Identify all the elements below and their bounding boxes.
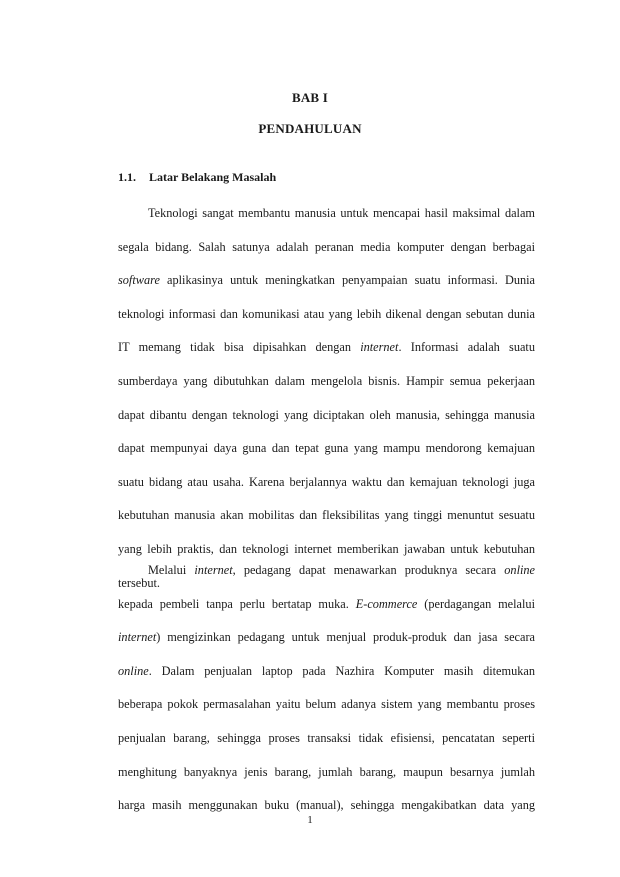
- text-line: [118, 306, 535, 340]
- text-segment: menghitung banyaknya jenis barang, jumlah barang, maupun besarnya jumlah: [118, 764, 535, 779]
- chapter-number: BAB I: [291, 90, 329, 105]
- text-line: [118, 507, 535, 541]
- text-line: [118, 474, 535, 508]
- text-segment: yang lebih praktis, dan teknologi internet memberikan jawaban untuk kebutuhan: [118, 541, 535, 556]
- text-line: [118, 562, 535, 596]
- text-segment: (perdagangan melalui: [417, 596, 535, 611]
- italic-term: online: [504, 563, 536, 577]
- text-segment: sumberdaya yang dibutuhkan dalam mengelola bisnis. Hampir semua pekerjaan: [118, 373, 535, 388]
- italic-term: internet: [118, 630, 157, 645]
- italic-term: internet: [360, 340, 399, 355]
- text-segment: dapat mempunyai daya guna dan tepat guna yang mampu mendorong kemajuan: [118, 441, 535, 456]
- text-segment: beberapa pokok permasalahan yaitu belum adanya sistem yang membantu proses: [118, 697, 535, 712]
- text-line: [118, 596, 535, 630]
- text-line: [118, 730, 535, 764]
- text-line: [118, 663, 535, 697]
- text-line: [118, 205, 535, 239]
- text-line: [118, 629, 535, 663]
- section-heading: [118, 170, 276, 185]
- page-number: 1: [307, 814, 313, 826]
- text-segment: IT memang tidak bisa dipisahkan dengan: [118, 340, 361, 355]
- text-line: [118, 373, 535, 407]
- text-line: [118, 272, 535, 306]
- text-segment: tersebut.: [118, 575, 161, 590]
- italic-term: online: [118, 663, 149, 678]
- italic-term: E-commerce: [355, 596, 418, 611]
- text-segment: Teknologi sangat membantu manusia untuk mencapai hasil maksimal dalam: [148, 206, 535, 220]
- text-line: [118, 696, 535, 730]
- text-segment: segala bidang. Salah satunya adalah peranan media komputer dengan berbagai: [118, 239, 535, 254]
- text-segment: . Dalam penjualan laptop pada Nazhira Komputer masih ditemukan: [148, 663, 535, 678]
- text-line: [118, 407, 535, 441]
- text-segment: suatu bidang atau usaha. Karena berjalannya waktu dan kemajuan teknologi juga: [118, 474, 535, 489]
- text-line: [118, 239, 535, 273]
- italic-term: internet: [194, 563, 233, 577]
- text-segment: kebutuhan manusia akan mobilitas dan fleksibilitas yang tinggi menuntut sesuatu: [118, 508, 535, 523]
- text-line: [118, 339, 535, 373]
- paragraph-latar-belakang-1: [118, 205, 535, 608]
- text-segment: harga masih menggunakan buku (manual), sehingga mengakibatkan data yang: [118, 798, 535, 813]
- text-line: [118, 440, 535, 474]
- text-segment: Melalui: [148, 563, 195, 577]
- text-line: [118, 764, 535, 798]
- section-number: 1.1.: [118, 170, 136, 184]
- text-segment: ) mengizinkan pedagang untuk menjual produk-produk dan jasa secara: [156, 630, 535, 645]
- text-segment: . Informasi adalah suatu: [398, 340, 535, 355]
- section-title: Latar Belakang Masalah: [149, 170, 277, 184]
- text-segment: aplikasinya untuk meningkatkan penyampaian suatu informasi. Dunia: [159, 273, 535, 288]
- italic-term: software: [118, 273, 160, 288]
- text-segment: , pedagang dapat menawarkan produknya secara: [232, 563, 505, 577]
- paragraph-latar-belakang-2: [118, 562, 535, 831]
- text-segment: teknologi informasi dan komunikasi atau yang lebih dikenal dengan sebutan dunia: [118, 306, 535, 321]
- text-segment: kepada pembeli tanpa perlu bertatap muka.: [118, 596, 356, 611]
- text-segment: dapat dibantu dengan teknologi yang diciptakan oleh manusia, sehingga manusia: [118, 407, 535, 422]
- chapter-title: PENDAHULUAN: [258, 121, 362, 136]
- text-segment: penjualan barang, sehingga proses transaksi tidak efisiensi, pencatatan seperti: [118, 730, 535, 745]
